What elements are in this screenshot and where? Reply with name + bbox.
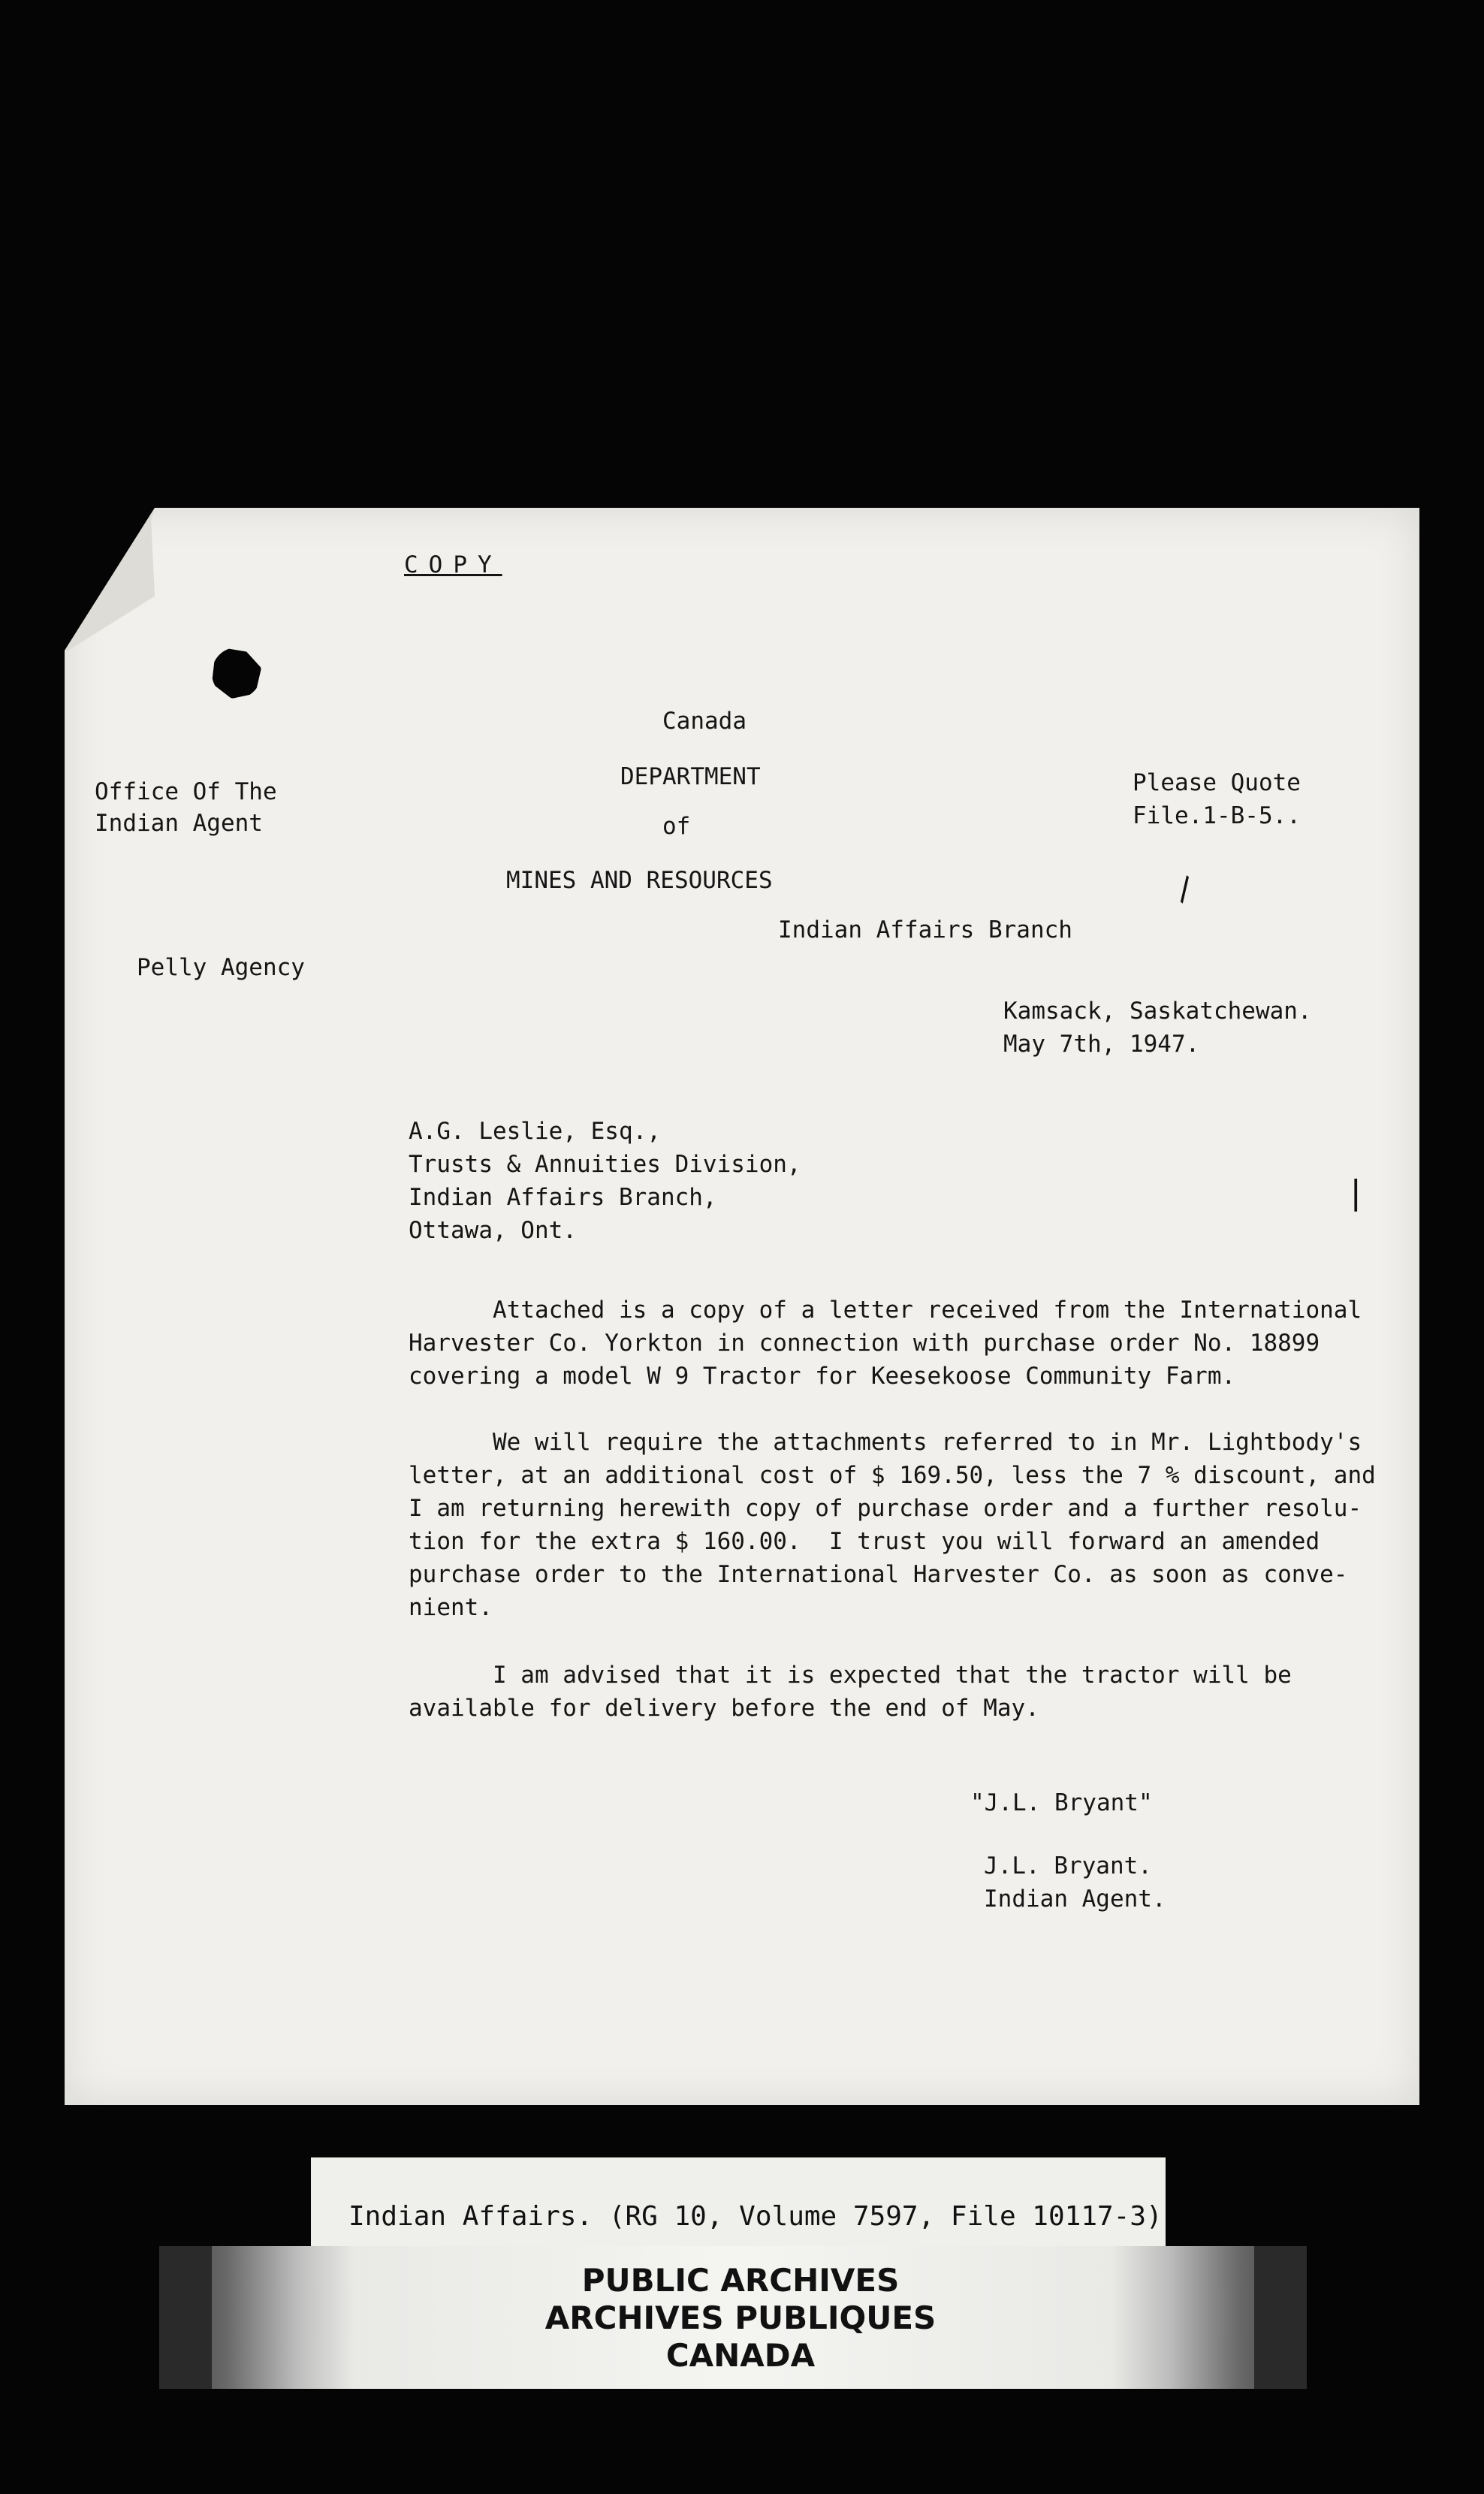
letterhead-of: of: [662, 813, 691, 840]
letterhead-country: Canada: [662, 708, 747, 735]
tape-shadow: [1254, 2246, 1307, 2389]
body-line: purchase order to the International Harvester Co. as soon as conve-: [409, 1561, 1348, 1588]
tape-shadow: [159, 2246, 212, 2389]
office-line-1: Office Of The: [95, 778, 277, 805]
copy-mark: COPY: [404, 551, 502, 578]
quote-line-1: Please Quote: [1133, 769, 1301, 796]
signature-quoted: "J.L. Bryant": [970, 1789, 1153, 1816]
stamp-line: PUBLIC ARCHIVES: [581, 2262, 900, 2299]
recipient-line: Ottawa, Ont.: [409, 1217, 577, 1244]
body-line: nient.: [409, 1594, 493, 1621]
letter-place: Kamsack, Saskatchewan.: [1003, 998, 1312, 1025]
body-line: I am returning herewith copy of purchase order and a further resolu-: [409, 1495, 1362, 1522]
body-line: covering a model W 9 Tractor for Keesekoose Community Farm.: [409, 1363, 1236, 1390]
body-line: available for delivery before the end of May.: [409, 1695, 1039, 1722]
body-line: letter, at an additional cost of $ 169.50, less the 7 % discount, and: [409, 1462, 1376, 1489]
letter-date: May 7th, 1947.: [1003, 1031, 1200, 1058]
letterhead-ministry: MINES AND RESOURCES: [506, 867, 773, 894]
body-line: Attached is a copy of a letter received from the International: [409, 1297, 1362, 1324]
letterhead-branch: Indian Affairs Branch: [778, 916, 1072, 944]
archives-stamp: [365, 2252, 1116, 2384]
file-reference: File.1-B-5..: [1133, 802, 1301, 829]
body-line: Harvester Co. Yorkton in connection with purchase order No. 18899: [409, 1330, 1320, 1357]
stamp-line: ARCHIVES PUBLIQUES: [544, 2299, 937, 2336]
letter-sheet: [65, 508, 1419, 2105]
office-line-2: Indian Agent: [95, 810, 263, 837]
stamp-line: CANADA: [665, 2337, 816, 2374]
body-line: tion for the extra $ 160.00. I trust you will forward an amended: [409, 1528, 1320, 1555]
scratch-mark: \: [1167, 870, 1203, 909]
agency-name: Pelly Agency: [137, 954, 305, 981]
body-line: We will require the attachments referred to in Mr. Lightbody's: [409, 1429, 1362, 1456]
recipient-line: Indian Affairs Branch,: [409, 1184, 717, 1211]
archive-reference: Indian Affairs. (RG 10, Volume 7597, File 10117-3): [348, 2201, 1163, 2232]
scratch-mark: |: [1346, 1173, 1366, 1212]
recipient-line: Trusts & Annuities Division,: [409, 1151, 801, 1178]
signer-name: J.L. Bryant.: [984, 1852, 1152, 1880]
signer-title: Indian Agent.: [984, 1886, 1166, 1913]
letterhead-department: DEPARTMENT: [620, 763, 761, 790]
recipient-line: A.G. Leslie, Esq.,: [409, 1118, 661, 1145]
body-line: I am advised that it is expected that the tractor will be: [409, 1662, 1292, 1689]
